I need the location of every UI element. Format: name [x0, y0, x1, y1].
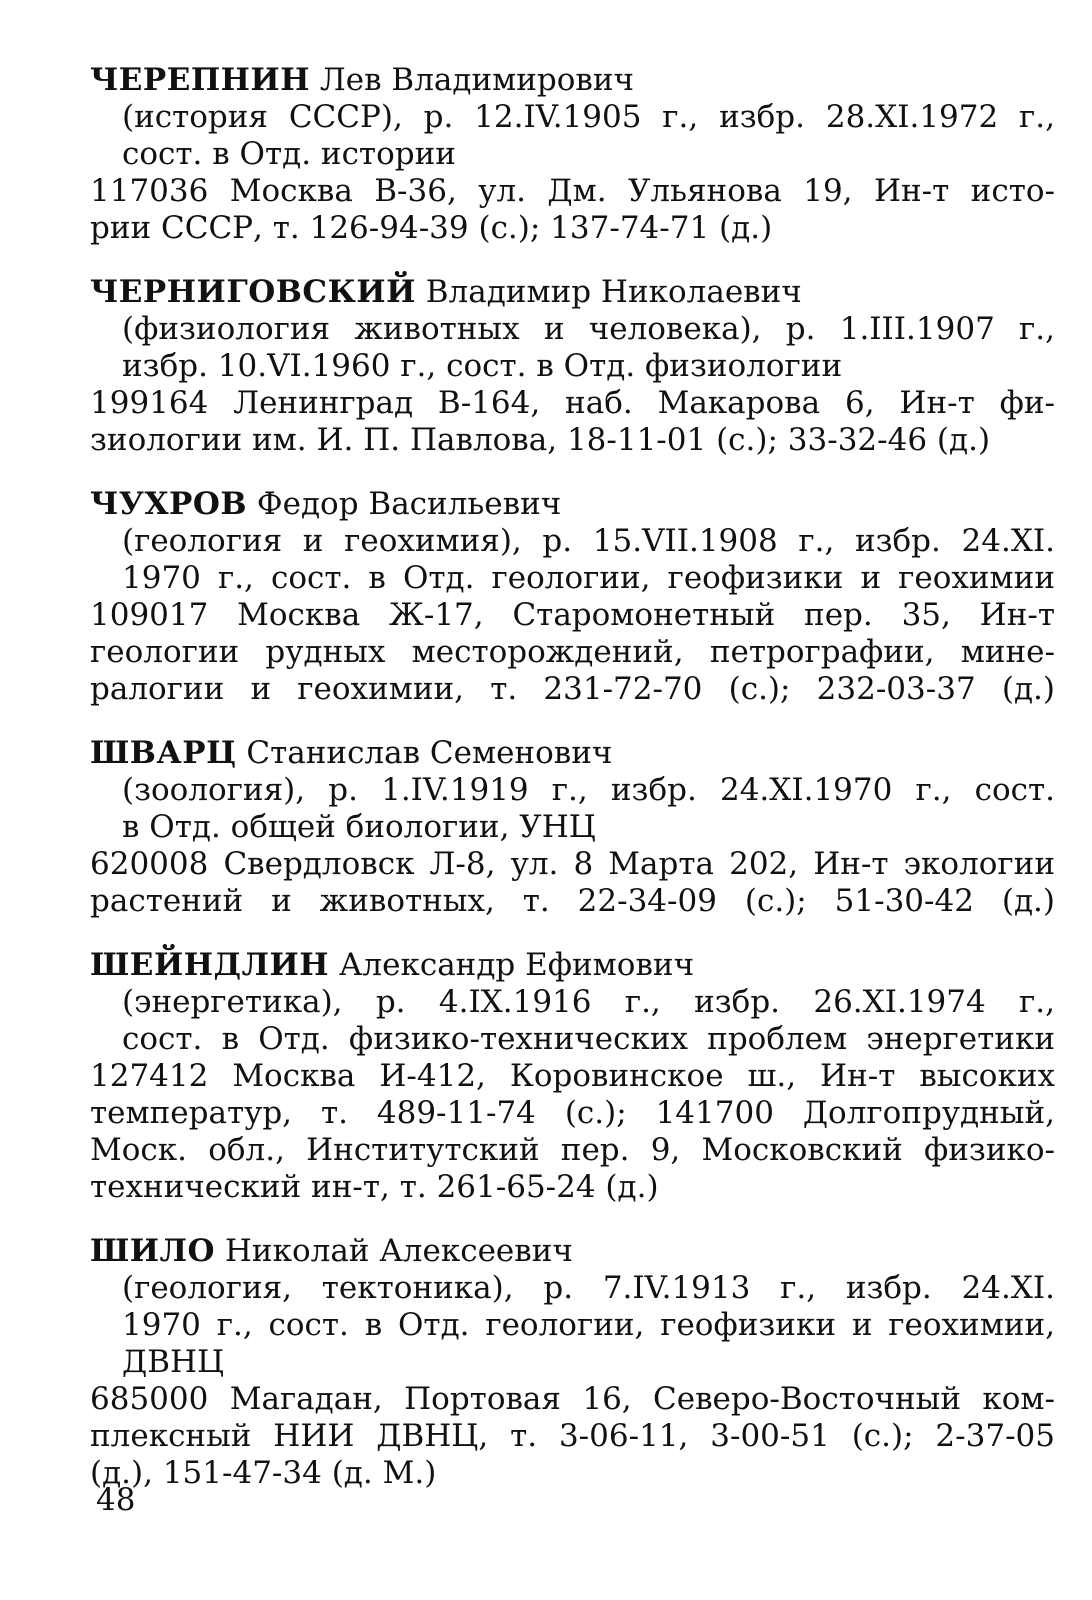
- directory-entry: [90, 62, 1055, 247]
- entry-heading: [90, 62, 1055, 99]
- entry-address-line: рии СССР, т. 126-94-39 (с.); 137-74-71 (д.): [90, 210, 773, 246]
- entry-address-line: 685000 Магадан, Портовая 16, Северо-Восточный ком-: [90, 1381, 1055, 1417]
- entry-surname: ЧЕРЕПНИН: [90, 62, 311, 98]
- entry-address-line: технический ин-т, т. 261-65-24 (д.): [90, 1169, 659, 1205]
- entry-surname: ЧУХРОВ: [90, 486, 248, 522]
- entry-address-line: плексный НИИ ДВНЦ, т. 3-06-11, 3-00-51 (с.); 2-37-05: [90, 1418, 1055, 1454]
- entry-surname: ШВАРЦ: [90, 735, 237, 771]
- entry-detail-line: (физиология животных и человека), р. 1.III.1907 г.,: [122, 311, 1055, 347]
- directory-entry: [90, 486, 1055, 708]
- entry-heading: [90, 735, 1055, 772]
- entry-surname: ШЕЙНДЛИН: [90, 947, 330, 983]
- page-number: 48: [96, 1482, 136, 1518]
- entry-given-names: Станислав Семенович: [246, 735, 613, 771]
- entry-address-line: 620008 Свердловск Л-8, ул. 8 Марта 202, Ин-т экологии: [90, 846, 1055, 882]
- entry-surname: ШИЛО: [90, 1233, 216, 1269]
- entry-address-line: 109017 Москва Ж-17, Старомонетный пер. 35, Ин-т: [90, 597, 1055, 633]
- entry-detail-line: избр. 10.VI.1960 г., сост. в Отд. физиологии: [122, 348, 843, 384]
- entry-detail-line: сост. в Отд. физико-технических проблем энергетики: [122, 1021, 1055, 1057]
- entry-given-names: Владимир Николаевич: [425, 274, 802, 310]
- directory-entry: [90, 274, 1055, 459]
- entry-detail-line: ДВНЦ: [122, 1344, 225, 1380]
- entry-address-line: 199164 Ленинград В-164, наб. Макарова 6, Ин-т фи-: [90, 385, 1055, 421]
- entry-detail-line: 1970 г., сост. в Отд. геологии, геофизики и геохимии,: [122, 1307, 1055, 1343]
- entry-detail-line: (энергетика), р. 4.IX.1916 г., избр. 26.XI.1974 г.,: [122, 984, 1055, 1020]
- entry-address-line: (д.), 151-47-34 (д. М.): [90, 1455, 437, 1491]
- directory-entry: [90, 1233, 1055, 1492]
- entry-given-names: Александр Ефимович: [338, 947, 695, 983]
- entry-address-line: геологии рудных месторождений, петрографии, мине-: [90, 634, 1055, 670]
- entry-address-line: 117036 Москва В-36, ул. Дм. Ульянова 19, Ин-т исто-: [90, 173, 1055, 209]
- entry-given-names: Лев Владимирович: [319, 62, 635, 98]
- entry-detail-line: в Отд. общей биологии, УНЦ: [122, 809, 596, 845]
- entry-address-line: ралогии и геохимии, т. 231-72-70 (с.); 232-03-37 (д.): [90, 671, 1055, 707]
- directory-entry: [90, 735, 1055, 920]
- entry-surname: ЧЕРНИГОВСКИЙ: [90, 274, 416, 310]
- entry-address-line: зиологии им. И. П. Павлова, 18-11-01 (с.); 33-32-46 (д.): [90, 422, 991, 458]
- entry-detail-line: (история СССР), р. 12.IV.1905 г., избр. 28.XI.1972 г.,: [122, 99, 1055, 135]
- entry-address-line: растений и животных, т. 22-34-09 (с.); 51-30-42 (д.): [90, 883, 1055, 919]
- entry-given-names: Николай Алексеевич: [224, 1233, 573, 1269]
- entry-heading: [90, 486, 1055, 523]
- entry-detail-line: (геология, тектоника), р. 7.IV.1913 г., избр. 24.XI.: [122, 1270, 1055, 1306]
- entry-heading: [90, 1233, 1055, 1270]
- entry-detail-line: 1970 г., сост. в Отд. геологии, геофизики и геохимии: [122, 560, 1055, 596]
- page-body: [90, 62, 1055, 1519]
- entry-heading: [90, 274, 1055, 311]
- entry-detail-line: (геология и геохимия), р. 15.VII.1908 г., избр. 24.XI.: [122, 523, 1055, 559]
- entry-address-line: температур, т. 489-11-74 (с.); 141700 Долгопрудный,: [90, 1095, 1055, 1131]
- entry-address-line: Моск. обл., Институтский пер. 9, Московский физико-: [90, 1132, 1055, 1168]
- entry-given-names: Федор Васильевич: [256, 486, 562, 522]
- directory-entry: [90, 947, 1055, 1206]
- entry-heading: [90, 947, 1055, 984]
- entry-address-line: 127412 Москва И-412, Коровинское ш., Ин-т высоких: [90, 1058, 1055, 1094]
- entry-detail-line: сост. в Отд. истории: [122, 136, 456, 172]
- entry-detail-line: (зоология), р. 1.IV.1919 г., избр. 24.XI.1970 г., сост.: [122, 772, 1055, 808]
